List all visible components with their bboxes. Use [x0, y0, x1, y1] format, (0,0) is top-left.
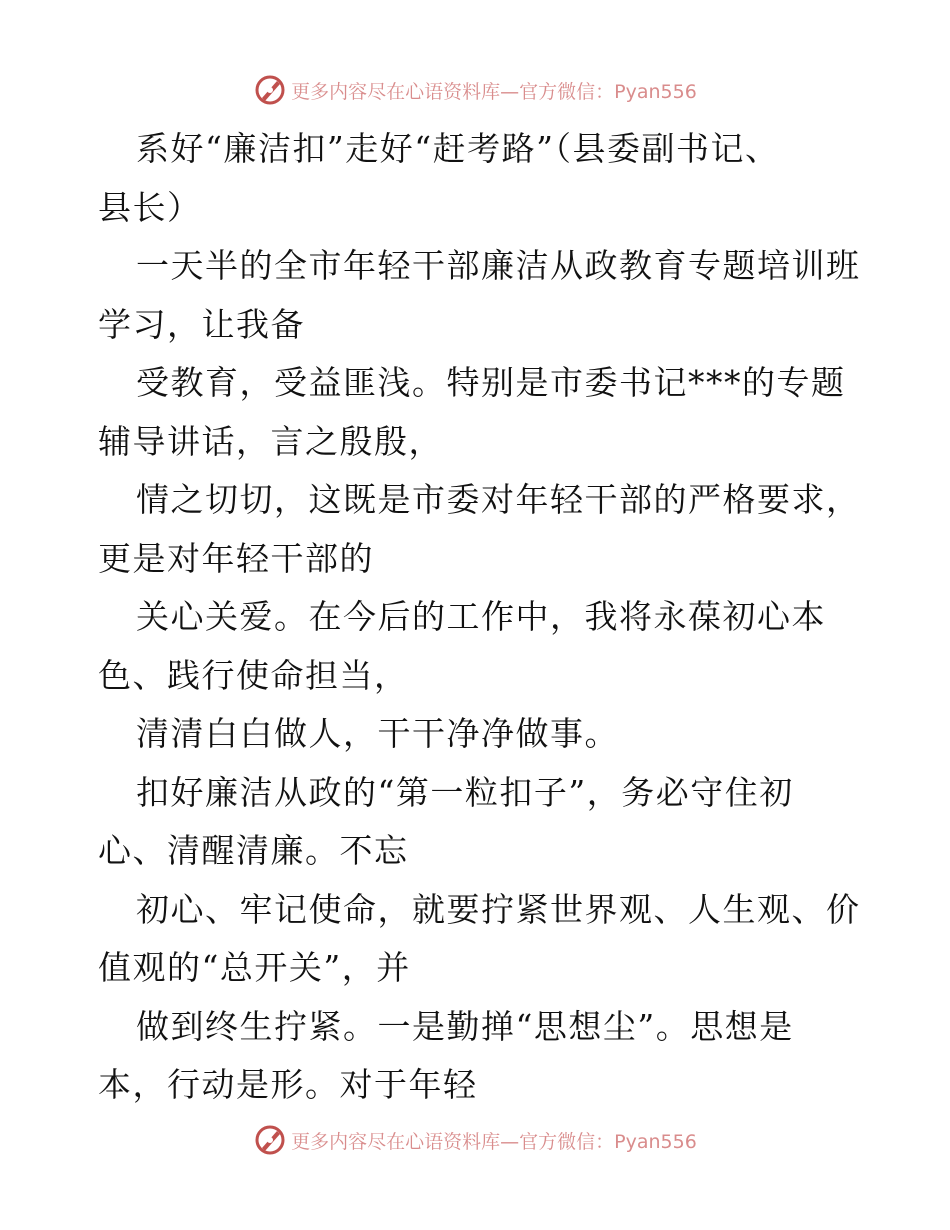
doc-line: 心、清醒清廉。不忘 — [98, 831, 409, 870]
doc-line: 值观的“总开关”，并 — [98, 948, 411, 987]
doc-line: 色、践行使命担当， — [98, 655, 409, 695]
doc-line: 县长） — [98, 187, 202, 227]
pen-logo-icon — [253, 73, 287, 107]
doc-line: 受教育，受益匪浅。特别是市委书记***的专题 — [136, 363, 846, 402]
header-watermark-banner — [0, 70, 950, 110]
doc-line: 情之切切，这既是市委对年轻干部的严格要求， — [136, 480, 861, 519]
document-body — [98, 120, 861, 1115]
doc-line: 扣好廉洁从政的“第一粒扣子”，务必守住初 — [136, 772, 794, 812]
doc-line: 系好“廉洁扣”走好“赶考路”（县委副书记、 — [136, 129, 780, 168]
doc-line: 关心关爱。在今后的工作中，我将永葆初心本 — [136, 597, 826, 636]
doc-line: 一天半的全市年轻干部廉洁从政教育专题培训班 — [136, 246, 861, 285]
doc-line: 清清白白做人，干干净净做事。 — [136, 714, 619, 753]
pen-logo-icon — [253, 1123, 287, 1157]
doc-line: 初心、牢记使命，就要拧紧世界观、人生观、价 — [136, 889, 861, 929]
footer-watermark-text: 更多内容尽在心语资料库—官方微信：Pyan556 — [291, 1130, 697, 1153]
footer-watermark-banner — [0, 1120, 950, 1160]
doc-line: 辅导讲话，言之殷殷， — [98, 421, 443, 461]
header-watermark-text: 更多内容尽在心语资料库—官方微信：Pyan556 — [291, 80, 697, 103]
doc-line: 本，行动是形。对于年轻 — [98, 1065, 478, 1104]
doc-line: 做到终生拧紧。一是勤掸“思想尘”。思想是 — [136, 1006, 794, 1046]
doc-line: 学习，让我备 — [98, 304, 305, 344]
doc-line: 更是对年轻干部的 — [98, 538, 374, 578]
